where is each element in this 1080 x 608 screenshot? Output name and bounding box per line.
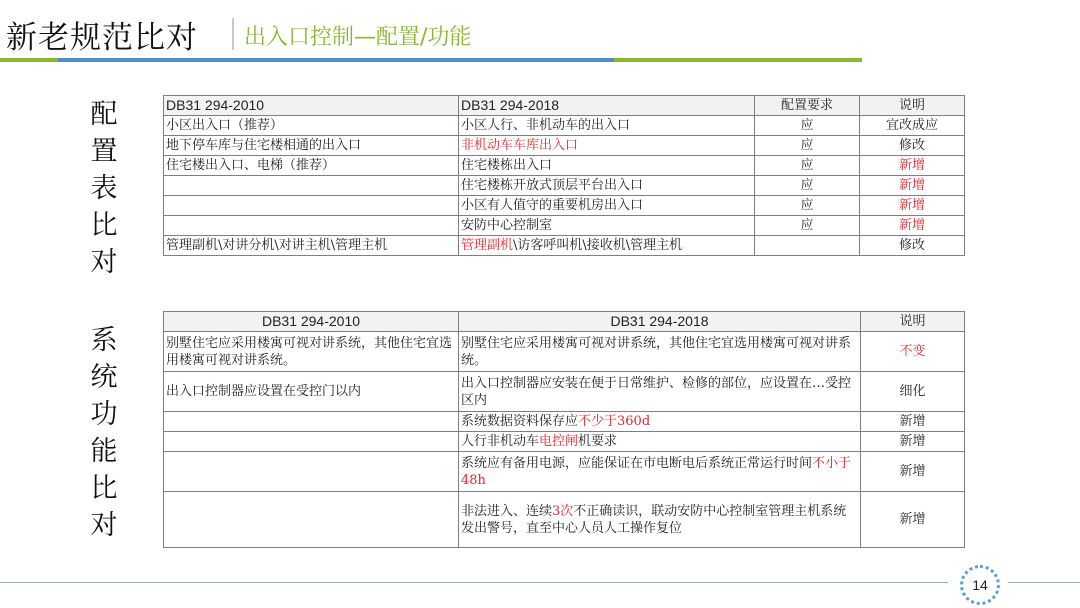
header-new-standard: DB31 294-2018 (459, 96, 755, 116)
new-standard-cell (459, 156, 755, 176)
cell-text: 不正确读识，联动安防中心控制室管理主机系统发出警号，直至中心人员人工操作复位 (461, 503, 847, 536)
header-note: 说明 (860, 96, 965, 116)
table-row (164, 332, 965, 372)
new-standard-cell (459, 432, 861, 452)
section-label-char: 能 (90, 436, 118, 467)
cell-text: 别墅住宅应采用楼寓可视对讲系统，其他住宅宜选用楼寓可视对讲系统。 (461, 335, 852, 368)
title-separator (232, 18, 234, 50)
header-old-standard: DB31 294-2010 (164, 312, 459, 332)
note-cell: 新增 (861, 492, 965, 548)
highlighted-text: 不少于360d (578, 414, 651, 429)
requirement-cell: 应 (755, 176, 860, 196)
cell-text: 住宅楼栋出入口 (461, 158, 553, 173)
note-cell: 新增 (861, 432, 965, 452)
old-standard-cell (164, 452, 459, 492)
table-row (164, 492, 965, 548)
note-cell: 新增 (861, 412, 965, 432)
note-cell: 宜改成应 (860, 116, 965, 136)
new-standard-cell (459, 136, 755, 156)
note-cell: 细化 (861, 372, 965, 412)
cell-text: 系统数据资料保存应 (461, 414, 579, 429)
new-standard-cell (459, 236, 755, 256)
old-standard-cell: 小区出入口（推荐） (164, 116, 459, 136)
section-label-char: 对 (90, 247, 118, 278)
table-row (164, 432, 965, 452)
table-row (164, 216, 965, 236)
section-label-char: 表 (90, 173, 118, 204)
old-standard-cell: 地下停车库与住宅楼相通的出入口 (164, 136, 459, 156)
old-standard-cell (164, 432, 459, 452)
table-row (164, 412, 965, 432)
old-standard-cell (164, 196, 459, 216)
new-standard-cell (459, 372, 861, 412)
table-row (164, 136, 965, 156)
cell-text: 小区有人值守的重要机房出入口 (461, 198, 644, 213)
highlighted-text: 管理副机 (461, 238, 514, 253)
new-standard-cell (459, 412, 861, 432)
section-label-char: 比 (90, 210, 118, 241)
section-label-char: 功 (90, 399, 118, 430)
section-label-char: 统 (90, 362, 118, 393)
note-cell: 新增 (860, 156, 965, 176)
cell-text: 出入口控制器应安装在便于日常维护、检修的部位，应设置在…受控区内 (461, 375, 852, 408)
old-standard-cell (164, 216, 459, 236)
header-config-requirement: 配置要求 (755, 96, 860, 116)
highlighted-text: 不小于48h (461, 455, 852, 488)
new-standard-cell (459, 492, 861, 548)
new-standard-cell (459, 116, 755, 136)
function-comparison-table (163, 311, 965, 548)
old-standard-cell: 别墅住宅应采用楼寓可视对讲系统，其他住宅宜选用楼寓可视对讲系统。 (164, 332, 459, 372)
table-row (164, 196, 965, 216)
old-standard-cell (164, 492, 459, 548)
cell-text: 人行非机动车 (461, 434, 540, 449)
note-cell: 新增 (861, 452, 965, 492)
cell-text: 小区人行、非机动车的出入口 (461, 118, 631, 133)
header-rule-green-right (614, 58, 862, 62)
note-cell: 修改 (860, 136, 965, 156)
cell-text: 非法进入、连续 (461, 503, 553, 519)
new-standard-cell (459, 216, 755, 236)
page-subtitle: 出入口控制—配置/功能 (244, 25, 472, 50)
table-row (164, 236, 965, 256)
cell-text: 机要求 (578, 434, 618, 449)
old-standard-cell (164, 412, 459, 432)
old-standard-cell: 管理副机\对讲分机\对讲主机\管理主机 (164, 236, 459, 256)
cell-text: 住宅楼栋开放式顶层平台出入口 (461, 178, 644, 193)
header-old-standard: DB31 294-2010 (164, 96, 459, 116)
section-label-char: 比 (90, 473, 118, 504)
requirement-cell (755, 236, 860, 256)
note-cell: 不变 (861, 332, 965, 372)
section-label-char: 配 (90, 99, 118, 130)
page-title: 新老规范比对 (6, 20, 198, 56)
highlighted-text: 非机动车车库出入口 (461, 138, 579, 153)
note-cell: 新增 (860, 216, 965, 236)
table-row (164, 372, 965, 412)
footer-rule-right (1008, 582, 1080, 583)
section-label-char: 置 (90, 136, 118, 167)
cell-text: 安防中心控制室 (461, 218, 553, 233)
table-row (164, 156, 965, 176)
header-rule-green (0, 58, 58, 62)
highlighted-text: 电控闸 (539, 434, 579, 449)
page-number-badge: 14 (960, 565, 1000, 605)
config-comparison-table (163, 95, 965, 256)
header-rule-blue (58, 58, 614, 62)
requirement-cell: 应 (755, 116, 860, 136)
table-row (164, 176, 965, 196)
cell-text: \访客呼叫机\接收机\管理主机 (513, 238, 683, 253)
note-cell: 新增 (860, 196, 965, 216)
header-note: 说明 (861, 312, 965, 332)
footer-rule-left (0, 582, 948, 583)
requirement-cell: 应 (755, 156, 860, 176)
old-standard-cell: 住宅楼出入口、电梯（推荐） (164, 156, 459, 176)
highlighted-text: 3次 (552, 503, 574, 519)
function-section-label (86, 322, 122, 544)
table-row (164, 116, 965, 136)
config-section-label (86, 96, 122, 281)
header-new-standard: DB31 294-2018 (459, 312, 861, 332)
section-label-char: 对 (90, 510, 118, 541)
section-label-char: 系 (90, 325, 118, 356)
old-standard-cell (164, 176, 459, 196)
requirement-cell: 应 (755, 196, 860, 216)
new-standard-cell (459, 196, 755, 216)
new-standard-cell (459, 176, 755, 196)
old-standard-cell: 出入口控制器应设置在受控门以内 (164, 372, 459, 412)
table-row (164, 452, 965, 492)
cell-text: 系统应有备用电源，应能保证在市电断电后系统正常运行时间 (461, 455, 813, 471)
requirement-cell: 应 (755, 136, 860, 156)
new-standard-cell (459, 332, 861, 372)
requirement-cell: 应 (755, 216, 860, 236)
note-cell: 新增 (860, 176, 965, 196)
new-standard-cell (459, 452, 861, 492)
note-cell: 修改 (860, 236, 965, 256)
